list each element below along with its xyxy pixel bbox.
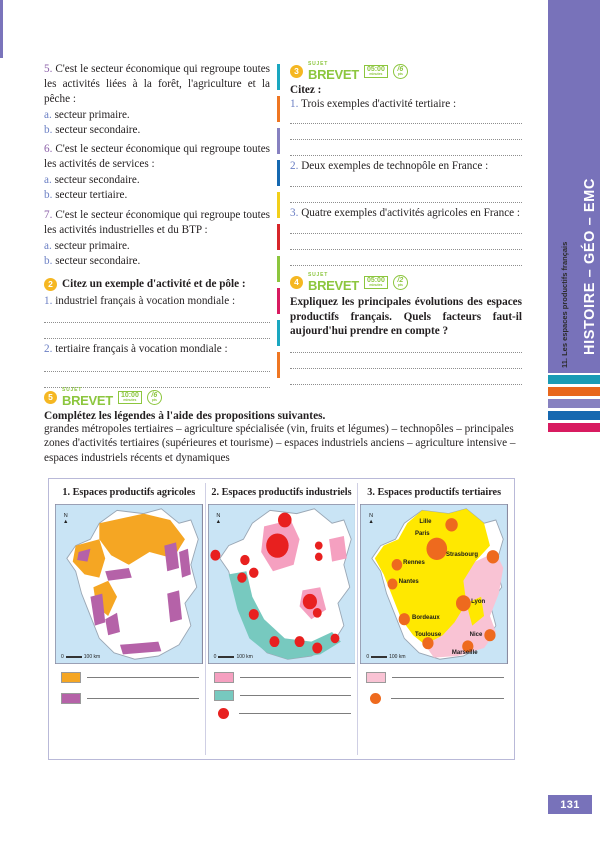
legend-swatch-technopoles (218, 708, 229, 719)
answer-line[interactable] (290, 190, 522, 203)
city-dot-toulouse (423, 637, 434, 649)
map-3-title: 3. Espaces productifs tertiaires (367, 487, 502, 498)
city-dot-lyon (456, 595, 471, 611)
points-badge: /2 pts (393, 275, 408, 290)
answer-line[interactable] (290, 127, 522, 140)
exercise-3-intro: Citez : (290, 83, 322, 96)
answer-line[interactable] (290, 221, 522, 234)
exercise-2-item-2: 2. tertiaire français à vocation mondiale : (44, 343, 228, 356)
map-3-scale: 0 100 km (366, 654, 406, 661)
legend-blank-line[interactable] (392, 677, 504, 678)
map-1[interactable] (55, 504, 203, 664)
exercise-4 (290, 273, 522, 385)
question-5 (44, 62, 270, 137)
answer-line[interactable] (44, 326, 270, 339)
question-6-text: C'est le secteur économique qui regroupe toutes les activités de services : (44, 143, 271, 171)
answer-line[interactable] (290, 356, 522, 369)
question-7 (44, 208, 270, 269)
question-6-option-b[interactable]: b. secteur tertiaire. (44, 189, 128, 202)
question-7-number: 7. (44, 209, 53, 222)
question-7-option-a[interactable]: a. secteur primaire. (44, 239, 130, 252)
answer-line[interactable] (44, 359, 270, 372)
map-1-legend (55, 664, 203, 714)
answer-line[interactable] (290, 253, 522, 266)
scale-bar (66, 656, 82, 658)
answer-line[interactable] (290, 143, 522, 156)
sidebar-discipline-label: HISTOIRE – GÉO – EMC (582, 178, 598, 355)
city-dot-strasbourg (487, 550, 499, 563)
separator-segment (277, 192, 280, 218)
question-7-text: C'est le secteur économique qui regroupe toutes les activités industrielles et du BTP : (44, 209, 271, 236)
legend-swatch-zones-tertiaires (366, 672, 386, 683)
legend-item[interactable] (366, 693, 504, 704)
question-6 (44, 142, 270, 203)
city-dot-nantes (388, 579, 398, 590)
city-label-paris: Paris (414, 531, 430, 538)
color-bar-pink (548, 423, 600, 432)
scale-bar (371, 656, 387, 658)
city-label-toulouse: Toulouse (414, 632, 442, 639)
exercise-2-item-1: 1. industriel français à vocation mondiale : (44, 294, 236, 307)
separator-segment (277, 160, 280, 186)
city-label-lille: Lille (419, 518, 432, 525)
compass-icon: N ▲ (215, 513, 222, 525)
map-2-title: 2. Espaces productifs industriels (211, 487, 352, 498)
city-label-strasbourg: Strasbourg (445, 552, 478, 559)
legend-blank-line[interactable] (239, 713, 352, 714)
color-bar-purple (548, 399, 600, 408)
answer-line[interactable] (290, 340, 522, 353)
legend-swatch-industriels-recents (214, 690, 234, 701)
separator-segment (277, 96, 280, 122)
map-2-scale: 0 100 km (213, 654, 253, 661)
map-1-title: 1. Espaces productifs agricoles (62, 487, 196, 498)
map-column-industriels (205, 483, 358, 755)
city-label-lyon: Lyon (471, 598, 486, 605)
map-2-legend (208, 664, 356, 729)
city-dot-nice (485, 629, 496, 641)
map-3-legend (360, 664, 508, 714)
city-dot-paris (427, 538, 448, 560)
separator-segment (277, 224, 280, 250)
city-dot-bordeaux (399, 613, 410, 625)
legend-item[interactable] (366, 672, 504, 683)
legend-swatch-agriculture-specialisee (61, 693, 81, 704)
sidebar-chapter-label: 11. Les espaces productifs français (560, 241, 569, 368)
exercise-3 (290, 62, 522, 266)
answer-line[interactable] (290, 372, 522, 385)
exercise-5-instruction: Complétez les légendes à l'aide des propositions suivantes. (44, 409, 326, 422)
legend-swatch-agriculture-intensive (61, 672, 81, 683)
city-label-nantes: Nantes (398, 579, 419, 586)
separator-segment (277, 352, 280, 378)
left-purple-rule (0, 0, 3, 58)
compass-icon: N ▲ (63, 513, 69, 525)
compass-icon: N ▲ (368, 513, 374, 525)
legend-blank-line[interactable] (240, 677, 352, 678)
color-bar-blue (548, 411, 600, 420)
sujet-brevet-logo: SUJET BREVET (62, 387, 113, 408)
color-bar-orange (548, 387, 600, 396)
left-column (44, 62, 270, 391)
maps-panel (48, 478, 515, 760)
legend-swatch-metropoles (370, 693, 381, 704)
map-3[interactable] (360, 504, 508, 664)
legend-item[interactable] (61, 693, 199, 704)
legend-blank-line[interactable] (87, 677, 199, 678)
legend-item[interactable] (61, 672, 199, 683)
question-6-option-a[interactable]: a. secteur secondaire. (44, 174, 140, 187)
exercise-3-brevet-badge (290, 62, 522, 81)
legend-item[interactable] (214, 672, 352, 683)
exercise-5-brevet-badge (44, 388, 522, 407)
legend-item[interactable] (214, 690, 352, 701)
city-dot-lille (446, 518, 458, 531)
city-label-bordeaux: Bordeaux (412, 614, 440, 621)
points-badge: /6 pts (393, 64, 408, 79)
map-column-tertiaires (357, 483, 510, 755)
legend-swatch-industriels-anciens (214, 672, 234, 683)
separator-segment (277, 288, 280, 314)
exercise-3-item-3: 3. Quatre exemples d'activités agricoles en France : (290, 207, 521, 220)
timer-badge: 05:00 minutes (364, 276, 388, 289)
exercise-3-item-1: 1. Trois exemples d'activité tertiaire : (290, 97, 457, 110)
question-5-number: 5. (44, 63, 53, 75)
color-bar-teal (548, 375, 600, 384)
legend-blank-line[interactable] (240, 695, 352, 696)
page-number-badge: 131 (548, 795, 592, 814)
city-dot-rennes (392, 559, 403, 571)
separator-segment (277, 320, 280, 346)
question-5-text: C'est le secteur économique qui regroupe toutes les activités liées à la forêt, l'agriculture et la pêche : (44, 63, 271, 105)
city-label-marseille: Marseille (451, 649, 478, 656)
legend-blank-line[interactable] (391, 698, 504, 699)
separator-segment (277, 256, 280, 282)
exercise-5 (44, 388, 522, 465)
question-7-option-b[interactable]: b. secteur secondaire. (44, 254, 141, 267)
exercise-5-propositions: grandes métropoles tertiaires – agriculture spécialisée (vin, fruits et légumes) – technopôles – principales zones d'activités tertiaires (supérieures et tourisme) – espaces industriels anciens – agriculture intensive – espaces industriels récents et dynamiques (44, 422, 516, 464)
map-2[interactable] (208, 504, 356, 664)
right-column (290, 62, 522, 388)
map-column-agricoles (53, 483, 205, 755)
answer-line[interactable] (290, 174, 522, 187)
timer-badge: 10:00 minutes (118, 391, 142, 404)
question-5-option-a[interactable]: a. secteur primaire. (44, 108, 130, 121)
scale-bar (218, 656, 234, 658)
exercise-3-item-2: 2. Deux exemples de technopôle en France : (290, 160, 489, 173)
city-label-rennes: Rennes (403, 560, 425, 567)
city-label-nice: Nice (469, 632, 483, 639)
sidebar (548, 0, 600, 847)
points-badge: /6 pts (147, 390, 162, 405)
exercise-4-number-badge: 4 (290, 276, 303, 289)
answer-line[interactable] (290, 111, 522, 124)
question-5-option-b[interactable]: b. secteur secondaire. (44, 123, 141, 136)
timer-badge: 05:00 minutes (364, 65, 388, 78)
question-6-number: 6. (44, 143, 53, 156)
column-separator (277, 64, 280, 384)
legend-item[interactable] (214, 708, 352, 719)
exercise-5-number-badge: 5 (44, 391, 57, 404)
separator-segment (277, 64, 280, 90)
map-1-scale: 0 100 km (61, 654, 101, 661)
exercise-4-prompt: Expliquez les principales évolutions des espaces productifs français. Quels facteurs faut-il aujourd'hui prendre en compte ? (290, 295, 522, 338)
exercise-2-number-badge: 2 (44, 278, 57, 291)
answer-line[interactable] (290, 237, 522, 250)
answer-line[interactable] (44, 310, 270, 323)
legend-blank-line[interactable] (87, 698, 199, 699)
exercise-2 (44, 278, 270, 389)
exercise-2-heading: Citez un exemple d'activité et de pôle : (62, 278, 246, 291)
sujet-brevet-logo: SUJET BREVET (308, 61, 359, 82)
exercise-4-brevet-badge (290, 273, 522, 292)
sujet-brevet-logo: SUJET BREVET (308, 272, 359, 293)
separator-segment (277, 128, 280, 154)
exercise-3-number-badge: 3 (290, 65, 303, 78)
